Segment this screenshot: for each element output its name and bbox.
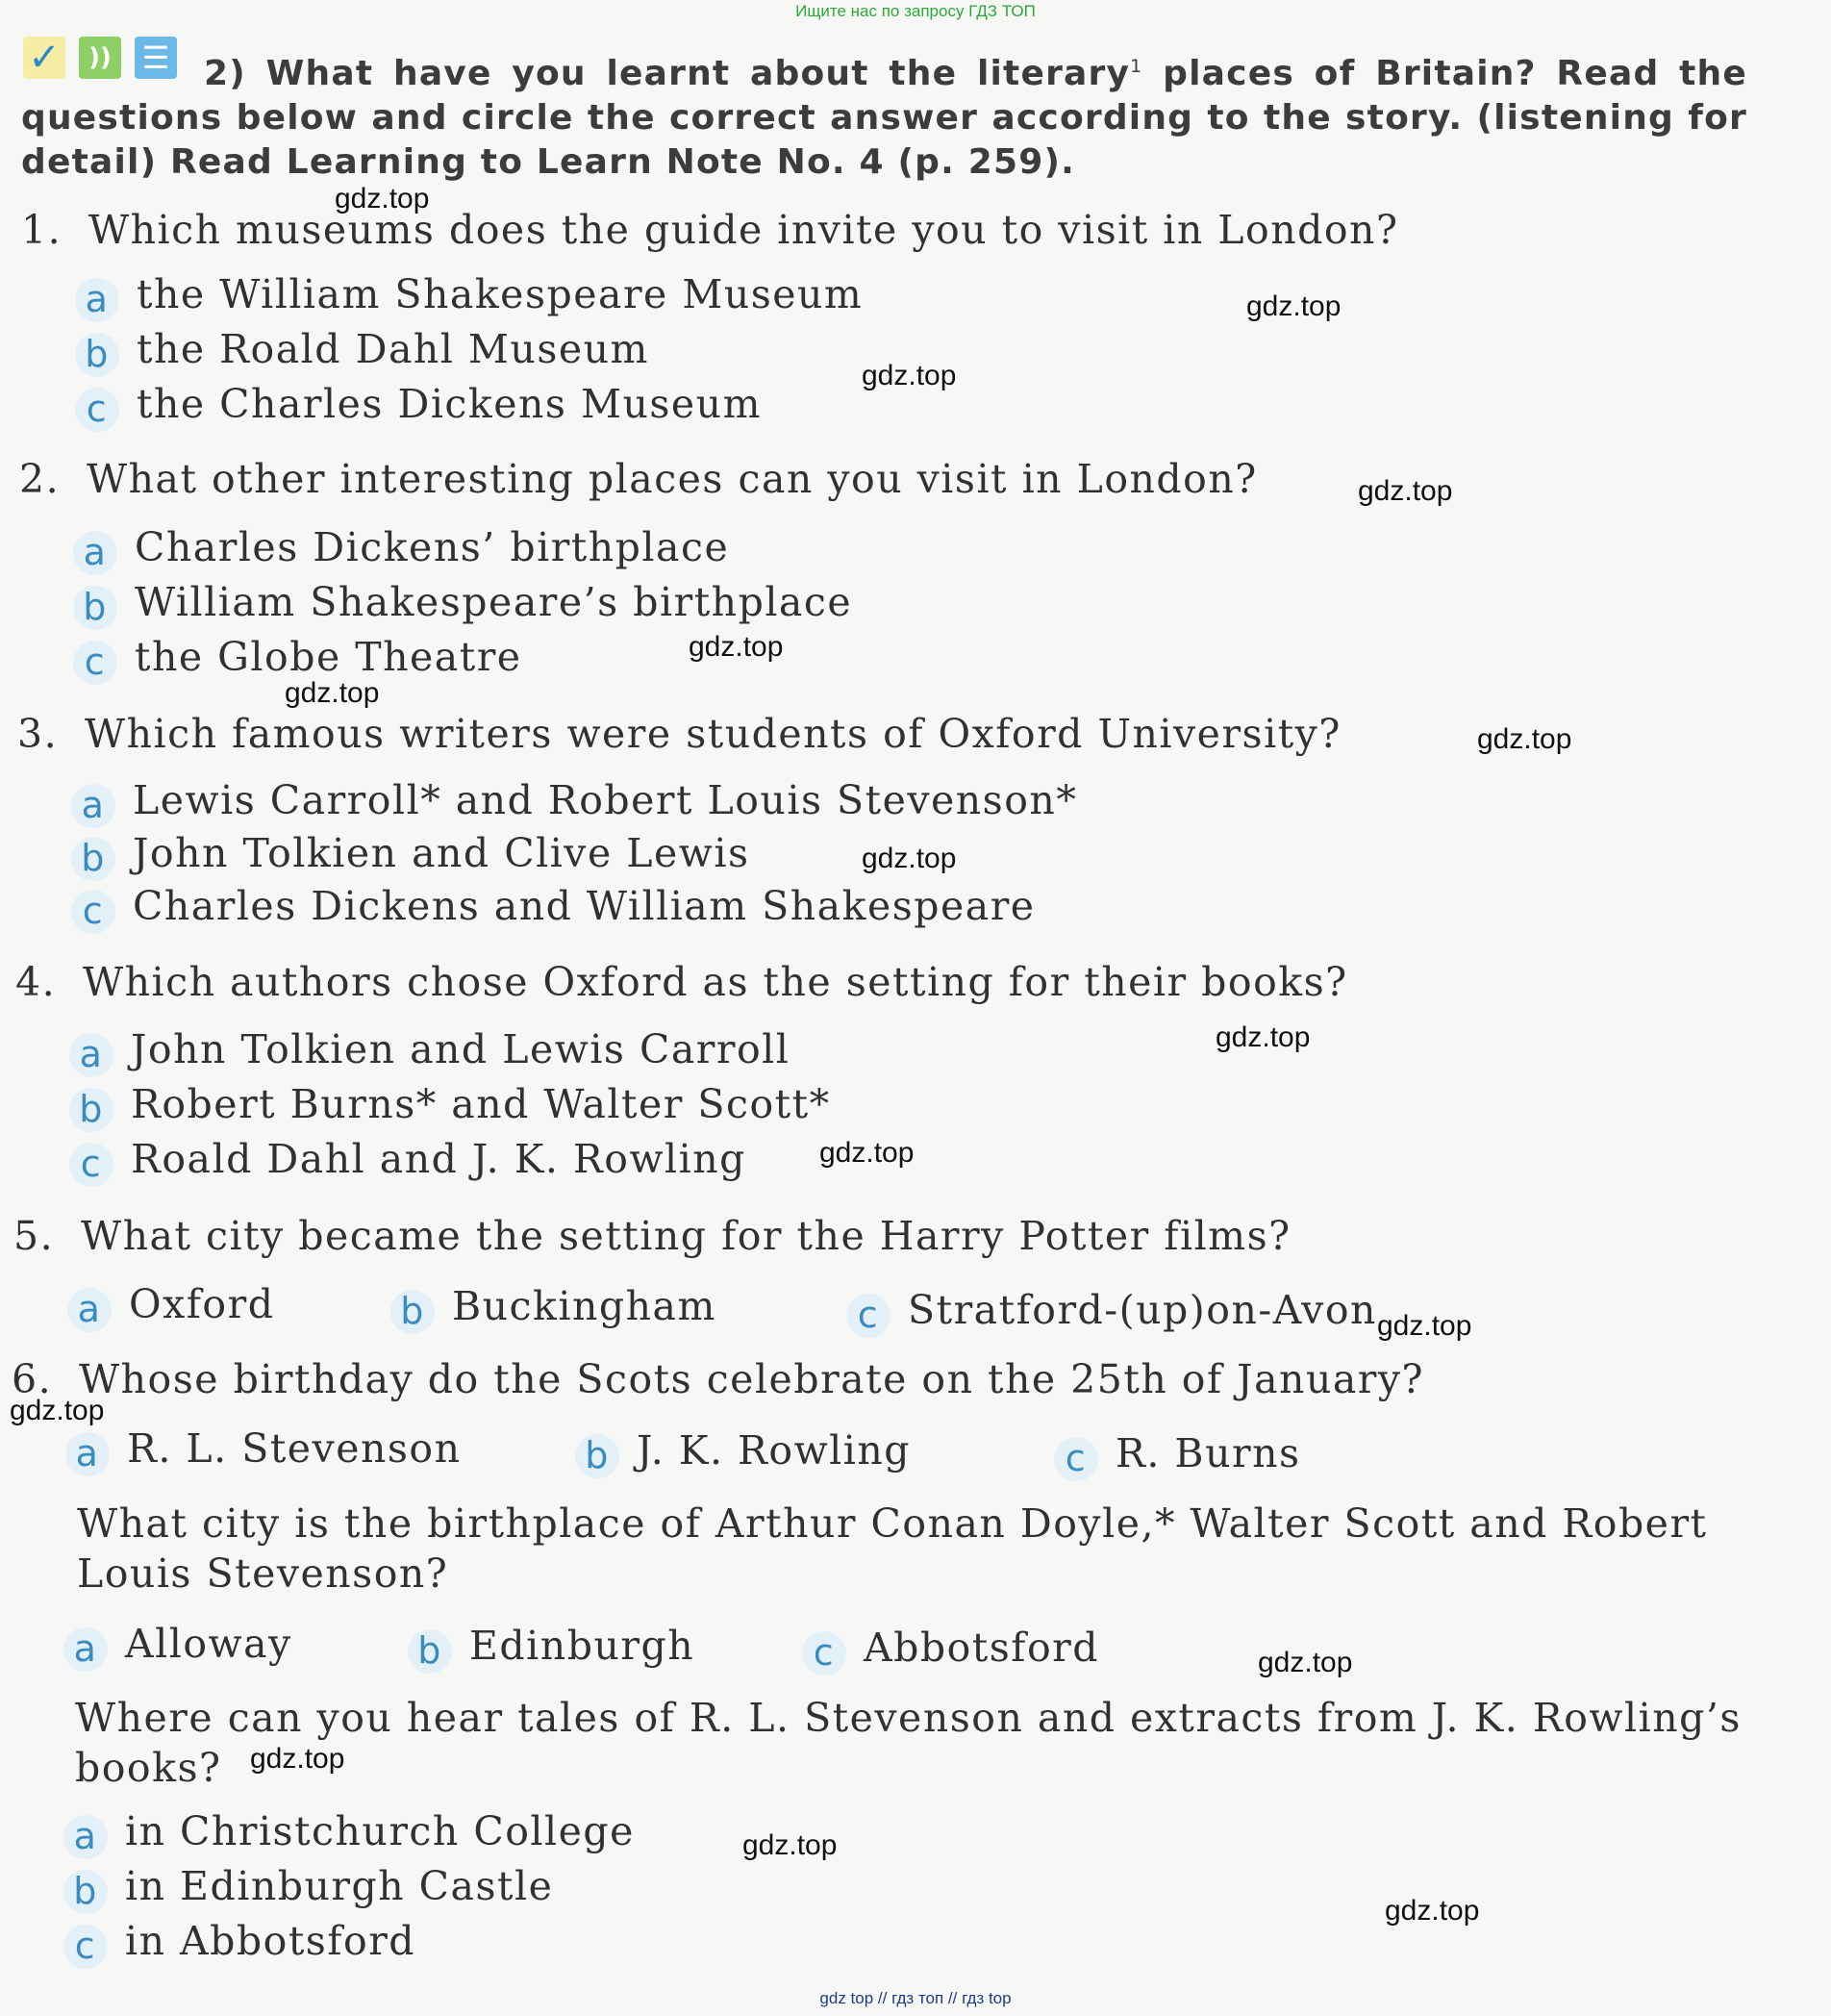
option-text: Lewis Carroll* and Robert Louis Stevenson* (133, 777, 1078, 823)
question-text: Whose birthday do the Scots celebrate on the 25th of January? (79, 1356, 1425, 1402)
option-7c[interactable] (802, 1623, 1099, 1676)
option-letter: b (575, 1434, 619, 1478)
question-text: What city is the birthplace of Arthur Conan Doyle,* Walter Scott and Robert Louis Stevenson? (77, 1500, 1708, 1597)
option-text: J. K. Rowling (637, 1427, 912, 1474)
watermark: gdz.top (250, 1743, 345, 1775)
watermark: gdz.top (1358, 475, 1453, 507)
option-letter: c (75, 388, 119, 432)
option-4c[interactable] (69, 1134, 746, 1187)
option-letter: c (73, 641, 117, 685)
question-number (8, 1693, 75, 1743)
question-text: Which famous writers were students of Oxford University? (85, 711, 1342, 757)
option-text: Oxford (129, 1281, 275, 1327)
option-text: Buckingham (452, 1283, 716, 1329)
option-1a[interactable] (75, 269, 863, 322)
option-6a[interactable] (65, 1424, 462, 1476)
question-text: Which museums does the guide invite you to visit in London? (88, 207, 1399, 253)
option-text: Alloway (125, 1621, 292, 1667)
option-1b[interactable] (75, 324, 649, 377)
option-letter: a (63, 1815, 108, 1859)
option-letter: c (802, 1631, 846, 1676)
option-text: the Globe Theatre (135, 634, 522, 680)
question-number: 5. (13, 1213, 55, 1259)
option-letter: b (390, 1290, 435, 1334)
option-3a[interactable] (71, 775, 1077, 828)
option-letter: c (71, 890, 115, 934)
option-text: William Shakespeare’s birthplace (135, 579, 853, 625)
audio-icon: )) (79, 37, 121, 79)
option-text: the Roald Dahl Museum (137, 326, 649, 372)
watermark: gdz.top (689, 631, 784, 663)
option-letter: a (73, 531, 117, 575)
watermark: gdz.top (1377, 1310, 1472, 1342)
option-letter: b (69, 1088, 113, 1132)
option-letter: a (75, 278, 119, 322)
question-number: 3. (17, 711, 59, 757)
watermark: gdz.top (1385, 1895, 1480, 1927)
option-letter: c (69, 1143, 113, 1187)
instructions-prefix: 2) What have you learnt about the literary (204, 54, 1131, 93)
option-text: in Abbotsford (125, 1918, 416, 1964)
watermark: gdz.top (1477, 723, 1572, 755)
option-8c[interactable] (63, 1916, 415, 1969)
top-note: Ищите нас по запросу ГДЗ ТОП (795, 2, 1036, 20)
question-text: What city became the setting for the Harry Potter films? (81, 1213, 1292, 1259)
option-letter: b (71, 837, 115, 881)
option-text: Roald Dahl and J. K. Rowling (131, 1136, 746, 1182)
option-4a[interactable] (69, 1024, 790, 1077)
option-2b[interactable] (73, 577, 852, 630)
watermark: gdz.top (862, 360, 957, 391)
option-text: the Charles Dickens Museum (137, 381, 762, 427)
watermark: gdz.top (335, 183, 430, 214)
watermark: gdz.top (1258, 1647, 1353, 1678)
question-number: 6. (12, 1356, 53, 1402)
check-icon: ✓ (23, 37, 65, 79)
option-text: Robert Burns* and Walter Scott* (131, 1081, 831, 1127)
option-2a[interactable] (73, 522, 729, 575)
option-text: the William Shakespeare Museum (137, 271, 864, 317)
watermark: gdz.top (10, 1395, 105, 1426)
option-text: R. Burns (1116, 1430, 1301, 1476)
question-number: 1. (21, 207, 63, 253)
option-3b[interactable] (71, 828, 750, 881)
option-letter: a (65, 1432, 110, 1476)
option-letter: c (63, 1925, 108, 1969)
question-text: Where can you hear tales of R. L. Stevenson and extracts from J. K. Rowling’s books? (75, 1695, 1742, 1791)
option-6b[interactable] (575, 1425, 911, 1478)
option-text: Stratford-(up)on-Avon (908, 1287, 1377, 1333)
watermark: gdz.top (285, 677, 380, 709)
question-7 (10, 1499, 1755, 1599)
option-text: John Tolkien and Clive Lewis (133, 830, 750, 876)
option-text: Charles Dickens and William Shakespeare (133, 883, 1036, 929)
question-1 (21, 205, 1752, 255)
option-8b[interactable] (63, 1861, 553, 1914)
option-1c[interactable] (75, 379, 762, 432)
option-letter: a (63, 1627, 108, 1672)
option-5b[interactable] (390, 1281, 716, 1334)
watermark: gdz.top (819, 1137, 915, 1169)
option-7a[interactable] (63, 1619, 292, 1672)
option-letter: a (71, 784, 115, 828)
option-text: John Tolkien and Lewis Carroll (131, 1026, 790, 1072)
option-text: R. L. Stevenson (127, 1425, 462, 1472)
option-5a[interactable] (67, 1279, 274, 1332)
question-4 (15, 957, 1746, 1007)
option-letter: c (1054, 1437, 1098, 1481)
option-8a[interactable] (63, 1806, 635, 1859)
question-number: 2. (19, 456, 61, 502)
question-6 (12, 1354, 1743, 1404)
option-5c[interactable] (846, 1285, 1377, 1338)
option-letter: b (63, 1870, 108, 1914)
option-letter: b (408, 1629, 452, 1674)
option-letter: a (69, 1033, 113, 1077)
option-text: Abbotsford (864, 1625, 1100, 1671)
option-6c[interactable] (1054, 1428, 1301, 1481)
option-letter: a (67, 1288, 112, 1332)
watermark: gdz.top (862, 843, 957, 874)
watermark: gdz.top (1246, 290, 1342, 322)
watermark: gdz.top (742, 1829, 838, 1861)
question-2 (19, 454, 1750, 504)
option-text: in Edinburgh Castle (125, 1863, 554, 1909)
question-text: Which authors chose Oxford as the setting for their books? (83, 959, 1348, 1005)
instructions-suffix: places of Britain? Read the questions below and circle the correct answer according to the story. (listening for detail) Read Learning to Learn Note No. 4 (p. 259). (21, 54, 1747, 182)
option-text: Edinburgh (469, 1623, 695, 1669)
option-letter: b (75, 333, 119, 377)
question-number (10, 1499, 77, 1549)
footer-note: gdz top // гдз топ // гдз top (819, 1989, 1012, 2007)
text-icon: ☰ (135, 37, 177, 79)
exercise-instructions (21, 44, 1747, 185)
option-text: Charles Dickens’ birthplace (135, 524, 730, 570)
question-text: What other interesting places can you visit in London? (87, 456, 1258, 502)
option-7b[interactable] (408, 1621, 694, 1674)
watermark: gdz.top (1216, 1021, 1311, 1053)
option-4b[interactable] (69, 1079, 831, 1132)
option-text: in Christchurch College (125, 1808, 635, 1854)
option-3c[interactable] (71, 881, 1036, 934)
question-number: 4. (15, 959, 57, 1005)
option-letter: c (846, 1294, 890, 1338)
footnote-marker: 1 (1130, 56, 1143, 77)
option-letter: b (73, 586, 117, 630)
question-5 (13, 1211, 1744, 1261)
